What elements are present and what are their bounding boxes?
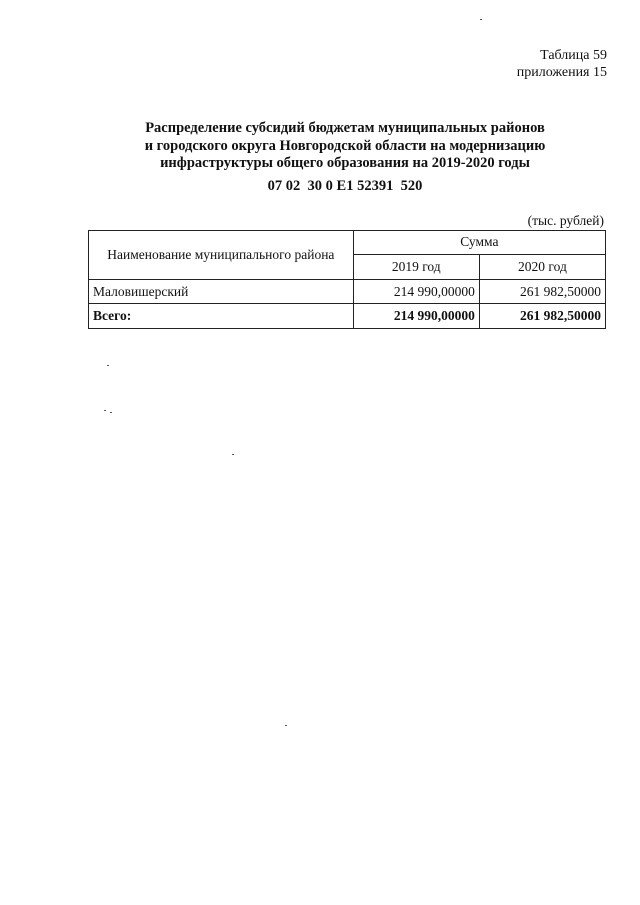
units-label: (тыс. рублей) — [527, 213, 604, 228]
table-row — [89, 280, 606, 304]
table-number: Таблица 59 — [540, 48, 607, 63]
scan-speck — [480, 19, 482, 20]
budget-classification-code: 07 02 30 0 E1 52391 520 — [267, 178, 423, 194]
appendix-number: приложения 15 — [516, 65, 607, 80]
column-header-district: Наименование муниципального района — [89, 231, 354, 280]
district-name: Маловишерский — [89, 280, 354, 304]
column-header-2019: 2019 год — [353, 254, 479, 279]
total-2020: 261 982,50000 — [479, 304, 605, 329]
scan-speck — [104, 410, 106, 411]
title-line-1: Распределение субсидий бюджетам муниципальных районов — [145, 120, 545, 136]
document-title — [95, 120, 595, 173]
scan-speck — [285, 725, 287, 726]
scan-speck — [232, 454, 234, 455]
title-line-2: и городского округа Новгородской области на модернизацию — [144, 137, 546, 154]
column-header-2020: 2020 год — [479, 254, 605, 279]
amount-2020: 261 982,50000 — [479, 280, 605, 304]
total-2019: 214 990,00000 — [353, 304, 479, 329]
amount-2019: 214 990,00000 — [353, 280, 479, 304]
scan-speck — [110, 412, 112, 413]
total-row — [89, 304, 606, 329]
scan-speck — [107, 365, 109, 366]
total-label: Всего: — [89, 304, 354, 329]
subsidy-table — [88, 230, 606, 329]
appendix-header — [517, 47, 607, 81]
title-line-3: инфраструктуры общего образования на 2019-2020 годы — [160, 155, 530, 171]
column-header-sum: Сумма — [353, 231, 605, 255]
